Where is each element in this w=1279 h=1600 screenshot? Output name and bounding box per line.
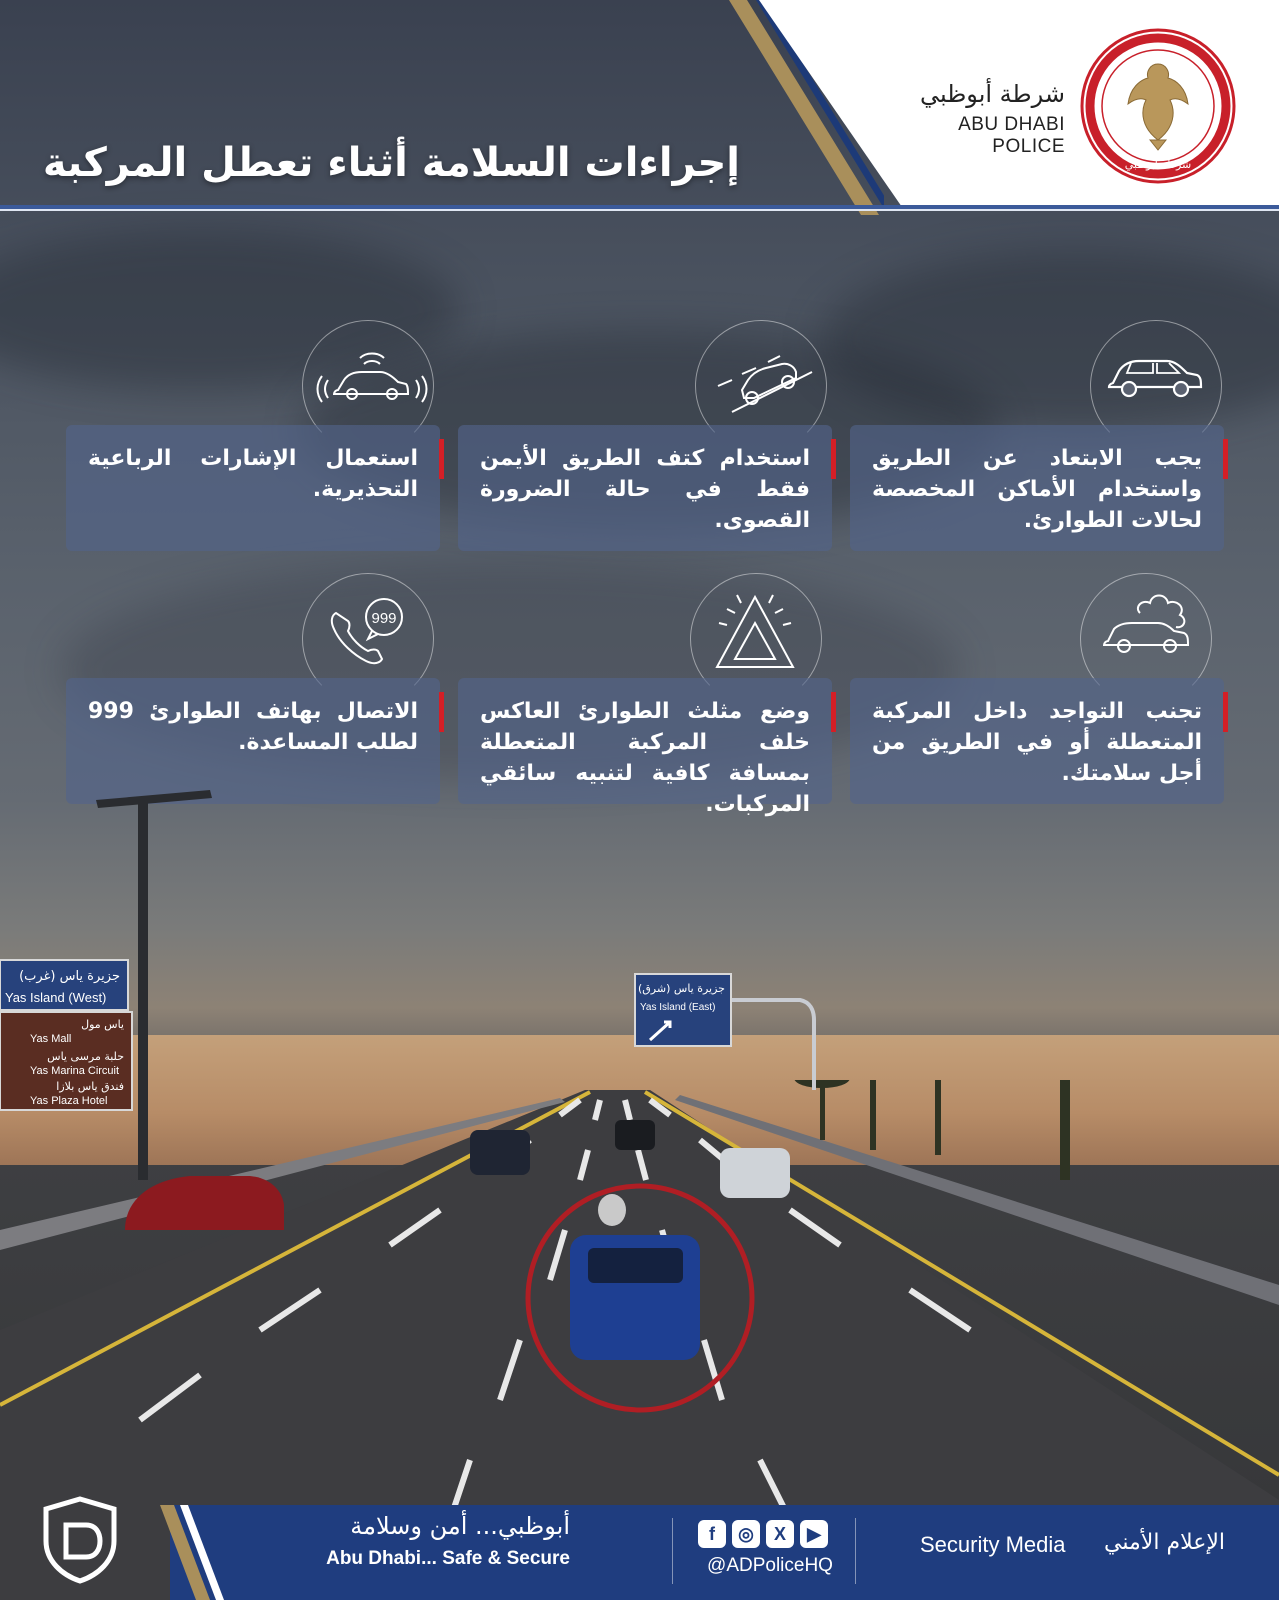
- youtube-icon[interactable]: ▶: [800, 1520, 828, 1548]
- card-accent-bar: [439, 439, 444, 479]
- footer-divider: [672, 1518, 673, 1584]
- security-media-english: Security Media: [920, 1532, 1066, 1557]
- social-handle[interactable]: @ADPoliceHQ: [707, 1555, 833, 1576]
- safety-card: [850, 425, 1224, 551]
- footer-slogan-arabic: أبوظبي... أمن وسلامة: [350, 1512, 570, 1540]
- smoking-car-icon: [1100, 583, 1200, 658]
- sign-left-line5: حلبة مرسى ياس: [47, 1050, 124, 1063]
- sign-left-line1: جزيرة ياس (غرب): [19, 969, 120, 984]
- sign-left-line3: ياس مول: [81, 1018, 124, 1031]
- sign-left-line4: Yas Mall: [30, 1033, 72, 1045]
- sign-right-line1: جزيرة ياس (شرق): [637, 982, 725, 995]
- car-dark: [470, 1130, 530, 1175]
- left-signage: [0, 780, 240, 1200]
- overhead-sign-yas-east: [630, 970, 830, 1090]
- footer-slogan-english: Abu Dhabi... Safe & Secure: [326, 1548, 570, 1569]
- x-twitter-icon[interactable]: X: [766, 1520, 794, 1548]
- phone-999-icon: [328, 593, 418, 673]
- sign-left-line8: Yas Plaza Hotel: [30, 1095, 108, 1107]
- streetlight-arm: [96, 790, 212, 808]
- streetlight-pole: [138, 800, 148, 1180]
- sedan-car-icon: [1105, 345, 1205, 405]
- social-links: [698, 1520, 843, 1548]
- engine-smoke: [598, 1194, 626, 1226]
- safety-card: [458, 425, 832, 551]
- card-text: وضع مثلث الطوارئ العاكس خلف المركبة المتعطلة بمسافة كافية لتنبيه سائقي المركبات.: [480, 699, 810, 817]
- car-black: [615, 1120, 655, 1150]
- warning-triangle-icon: [705, 583, 805, 673]
- header-divider-light: [0, 209, 1279, 211]
- card-text: تجنب التواجد داخل المركبة المتعطلة أو في الطريق من أجل سلامتك.: [872, 699, 1202, 786]
- abu-dhabi-police-falcon-logo: [1080, 28, 1236, 184]
- security-media-arabic: الإعلام الأمني: [1104, 1530, 1225, 1555]
- sign-left-line2: Yas Island (West): [5, 990, 107, 1005]
- palm-trees: [794, 1080, 1135, 1180]
- safety-card: [850, 678, 1224, 804]
- footer-shield-logo: [40, 1495, 120, 1585]
- sign-left-line7: فندق ياس بلازا: [56, 1080, 124, 1093]
- page-title: إجراءات السلامة أثناء تعطل المركبة: [42, 140, 740, 186]
- car-white: [720, 1148, 790, 1198]
- safety-card: [458, 678, 832, 817]
- card-accent-bar: [1223, 439, 1228, 479]
- card-text: استخدام كتف الطريق الأيمن فقط في حالة الضرورة القصوى.: [480, 446, 810, 533]
- logo-ring-text: شرطة أبوظبي: [1124, 158, 1192, 171]
- sign-left-line6: Yas Marina Circuit: [30, 1065, 120, 1077]
- card-text: الاتصال بهاتف الطوارئ 999 لطلب المساعدة.: [88, 699, 418, 755]
- facebook-icon[interactable]: f: [698, 1520, 726, 1548]
- brand-name-arabic: شرطة أبوظبي: [919, 80, 1065, 108]
- car-on-road-shoulder-icon: [712, 340, 822, 420]
- card-text: استعمال الإشارات الرباعية التحذيرية.: [88, 446, 418, 502]
- card-accent-bar: [1223, 692, 1228, 732]
- safety-card: [66, 425, 440, 551]
- footer-divider: [855, 1518, 856, 1584]
- sign-right-line2: Yas Island (East): [640, 1002, 716, 1013]
- instagram-icon[interactable]: ◎: [732, 1520, 760, 1548]
- card-accent-bar: [439, 692, 444, 732]
- car-signal-waves-icon: [312, 352, 432, 407]
- brand-name-english: ABU DHABI POLICE: [958, 114, 1065, 157]
- card-accent-bar: [831, 692, 836, 732]
- sign-gantry: [730, 1000, 814, 1090]
- card-text: يجب الابتعاد عن الطريق واستخدام الأماكن المخصصة لحالات الطوارئ.: [872, 446, 1202, 533]
- card-accent-bar: [831, 439, 836, 479]
- footer-stripes: [160, 1505, 240, 1600]
- phone-badge-999: 999: [371, 610, 397, 627]
- car-rear-window: [588, 1248, 683, 1283]
